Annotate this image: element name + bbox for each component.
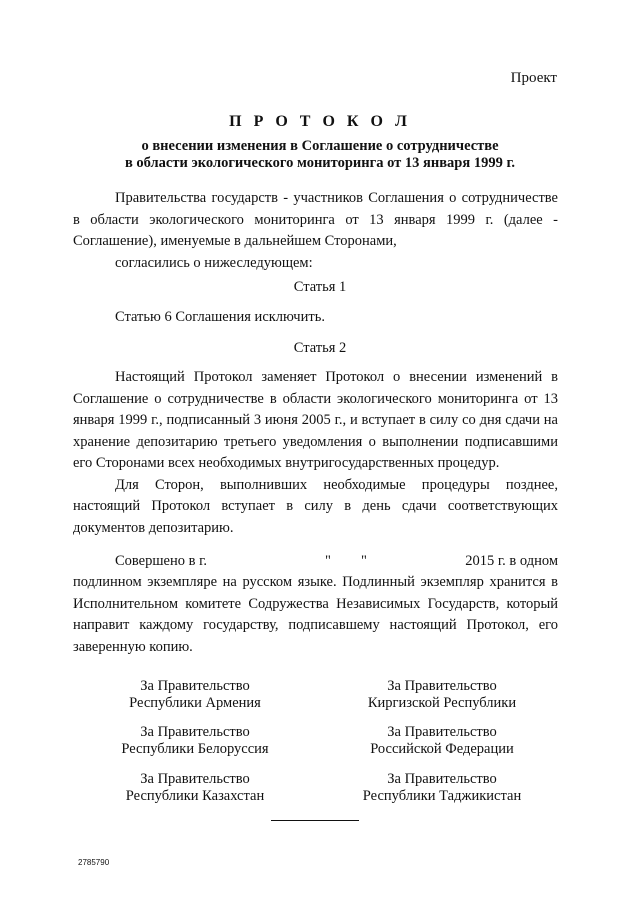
signature-country: Республики Армения [129,695,261,711]
signature-country: Республики Таджикистан [362,788,522,804]
separator-line [271,820,359,821]
signature-russia [322,724,562,758]
article-2-body [73,367,558,539]
closing-body [73,572,558,658]
signature-armenia [75,678,315,712]
document-number: 2785790 [78,858,110,867]
article-2-para-1: Настоящий Протокол заменяет Протокол о внесении изменений в Соглашение о сотрудничестве в области экологического мониторинга от 13 января 1999 г., подписанный 3 июня 2005 г., и вступает в силу со дня сдачи на хранение депозитарию третьего уведомления о выполнении подписавшими его Сторонами всех необходимых внутригосударственных процедур. [73,369,558,471]
preamble-agreed: согласились о нижеследующем: [115,254,313,271]
signature-belarus [75,724,315,758]
article-2-heading: Статья 2 [293,340,347,356]
article-1-body [73,307,558,329]
document-title: П Р О Т О К О Л [229,113,411,130]
signature-country: Республики Казахстан [125,788,265,804]
signature-for: За Правительство [140,724,250,740]
done-line [73,551,558,572]
subtitle-line-1: о внесении изменения в Соглашение о сотрудничестве [141,138,499,154]
signature-for: За Правительство [387,771,497,787]
signature-country: Российской Федерации [370,741,514,757]
signature-country: Республики Белоруссия [121,741,269,757]
draft-label: Проект [510,70,557,86]
signature-kazakhstan [75,771,315,805]
article-2-para-2: Для Сторон, выполнивших необходимые процедуры позднее, настоящий Протокол вступает в силу в день сдачи соответствующих документов депозитарию. [73,476,558,536]
signature-for: За Правительство [140,678,250,694]
done-year: 2015 г. в одном [465,553,558,569]
signature-country: Киргизской Республики [367,695,517,711]
article-1-text: Статью 6 Соглашения исключить. [115,309,325,325]
signature-for: За Правительство [140,771,250,787]
done-prefix: Совершено в г. [115,553,208,569]
article-1-heading: Статья 1 [293,279,347,295]
preamble [73,188,558,274]
quote-open: " [325,553,331,569]
signature-for: За Правительство [387,678,497,694]
closing-text: подлинном экземпляре на русском языке. Подлинный экземпляр хранится в Исполнительном комитете Содружества Независимых Государств, который направит каждому государству, подписавшему настоящий Протокол, его заверенную копию. [73,574,558,655]
signature-for: За Правительство [387,724,497,740]
quote-close: " [361,553,367,569]
document-subtitle [0,138,640,172]
signature-tajikistan [322,771,562,805]
subtitle-line-2: в области экологического мониторинга от 13 января 1999 г. [124,155,516,171]
signature-kyrgyzstan [322,678,562,712]
preamble-text: Правительства государств - участников Соглашения о сотрудничестве в области экологического мониторинга от 13 января 1999 г. (далее - Соглашение), именуемые в дальнейшем Сторонами, [73,190,558,249]
